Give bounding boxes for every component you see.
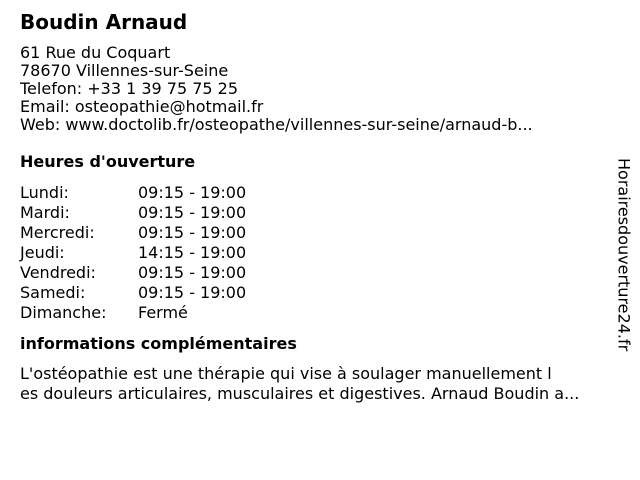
additional-info-heading: informations complémentaires <box>20 334 297 353</box>
day-label: Dimanche: <box>20 303 107 322</box>
opening-hours-heading: Heures d'ouverture <box>20 152 196 171</box>
time-value: Fermé <box>138 303 188 322</box>
hours-row-friday <box>20 263 610 283</box>
business-name: Boudin Arnaud <box>20 10 188 34</box>
day-label: Vendredi: <box>20 263 96 282</box>
hours-row-thursday <box>20 243 610 263</box>
time-value: 09:15 - 19:00 <box>138 283 247 302</box>
time-value: 09:15 - 19:00 <box>138 263 247 282</box>
additional-info-text <box>20 364 610 404</box>
opening-hours-table <box>20 183 610 323</box>
watermark-text: Horairesdouverture24.fr <box>614 158 634 352</box>
time-value: 14:15 - 19:00 <box>138 243 247 262</box>
day-label: Lundi: <box>20 183 69 202</box>
city-address: 78670 Villennes-sur-Seine <box>20 62 229 80</box>
email-address[interactable]: Email: osteopathie@hotmail.fr <box>20 98 264 116</box>
time-value: 09:15 - 19:00 <box>138 203 247 222</box>
hours-row-saturday <box>20 283 610 303</box>
info-line: es douleurs articulaires, musculaires et digestives. Arnaud Boudin a... <box>20 384 580 403</box>
day-label: Mardi: <box>20 203 70 222</box>
hours-row-sunday <box>20 303 610 323</box>
contact-block <box>20 44 610 134</box>
time-value: 09:15 - 19:00 <box>138 183 247 202</box>
day-label: Mercredi: <box>20 223 95 242</box>
day-label: Jeudi: <box>20 243 65 262</box>
website-link[interactable]: Web: www.doctolib.fr/osteopathe/villennes-sur-seine/arnaud-b... <box>20 116 533 134</box>
hours-row-tuesday <box>20 203 610 223</box>
time-value: 09:15 - 19:00 <box>138 223 247 242</box>
day-label: Samedi: <box>20 283 86 302</box>
site-watermark <box>608 135 640 375</box>
hours-row-wednesday <box>20 223 610 243</box>
info-line: L'ostéopathie est une thérapie qui vise à soulager manuellement l <box>20 364 552 383</box>
street-address: 61 Rue du Coquart <box>20 44 171 62</box>
business-card <box>20 9 610 404</box>
hours-row-monday <box>20 183 610 203</box>
phone-number[interactable]: Telefon: +33 1 39 75 75 25 <box>20 80 239 98</box>
